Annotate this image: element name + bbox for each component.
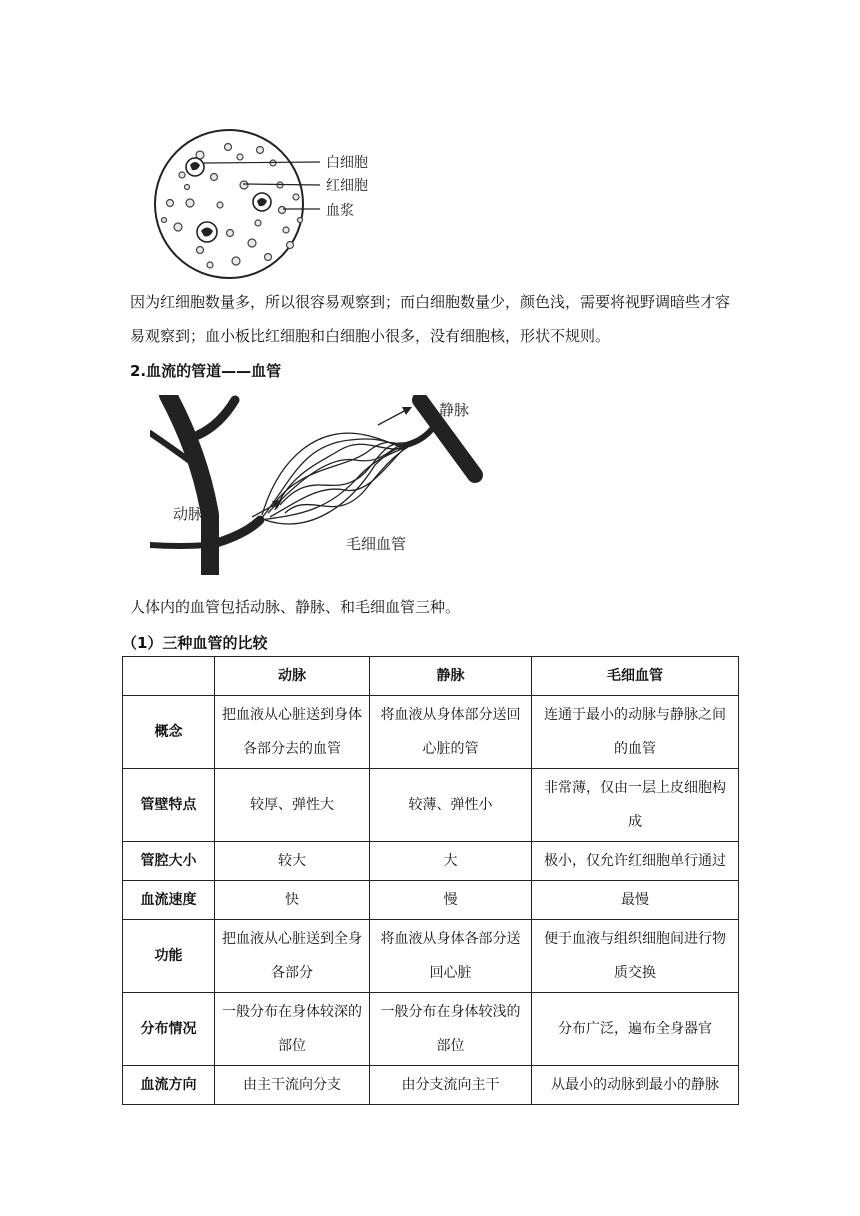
- row-header-cell: 功能: [123, 920, 215, 993]
- label-capillary: 毛细血管: [346, 535, 407, 553]
- table-cell: 分布广泛，遍布全身器官: [532, 993, 739, 1066]
- vessel-comparison-table: [122, 656, 739, 1105]
- table-row: [123, 920, 739, 993]
- table-cell: 一般分布在身体较深的部位: [215, 993, 370, 1066]
- table-cell: 快: [215, 881, 370, 920]
- table-cell: 慢: [370, 881, 532, 920]
- table-cell: 较厚、弹性大: [215, 769, 370, 842]
- table-header-row: [123, 657, 739, 696]
- microscope-field-circle: [155, 130, 303, 278]
- table-row: [123, 696, 739, 769]
- row-header-cell: 管腔大小: [123, 842, 215, 881]
- table-cell: 非常薄，仅由一层上皮细胞构成: [532, 769, 739, 842]
- label-vein: 静脉: [439, 401, 470, 419]
- label-white-blood-cell: 白细胞: [326, 155, 368, 171]
- table-cell: 便于血液与组织细胞间进行物质交换: [532, 920, 739, 993]
- table-cell: 将血液从身体各部分送回心脏: [370, 920, 532, 993]
- label-red-blood-cell: 红细胞: [326, 178, 368, 194]
- table-header-cell: 毛细血管: [532, 657, 739, 696]
- blood-vessel-figure: [150, 395, 490, 575]
- row-header-cell: 血流速度: [123, 881, 215, 920]
- table-cell: 将血液从身体部分送回心脏的管: [370, 696, 532, 769]
- table-cell: 连通于最小的动脉与静脉之间的血管: [532, 696, 739, 769]
- table-row: [123, 881, 739, 920]
- table-cell: 较薄、弹性小: [370, 769, 532, 842]
- table-cell: 极小，仅允许红细胞单行通过: [532, 842, 739, 881]
- table-cell: 最慢: [532, 881, 739, 920]
- blood-smear-figure: [140, 125, 400, 285]
- table-cell: 大: [370, 842, 532, 881]
- artery-vessel: [150, 395, 260, 575]
- section-heading-blood-vessels: 2.血流的管道——血管: [130, 362, 282, 380]
- table-cell: 把血液从心脏送到全身各部分: [215, 920, 370, 993]
- row-header-cell: 分布情况: [123, 993, 215, 1066]
- table-cell: 较大: [215, 842, 370, 881]
- table-row: [123, 842, 739, 881]
- label-artery: 动脉: [173, 505, 204, 523]
- table-header-cell: [123, 657, 215, 696]
- table-cell: 从最小的动脉到最小的静脉: [532, 1066, 739, 1105]
- table-header-cell: 动脉: [215, 657, 370, 696]
- row-header-cell: 血流方向: [123, 1066, 215, 1105]
- table-cell: 由主干流向分支: [215, 1066, 370, 1105]
- paragraph-blood-cells: 因为红细胞数量多，所以很容易观察到；而白细胞数量少，颜色浅，需要将视野调暗些才容易观察到；血小板比红细胞和白细胞小很多，没有细胞核，形状不规则。: [130, 293, 731, 345]
- label-plasma: 血浆: [326, 203, 354, 219]
- table-cell: 把血液从心脏送到身体各部分去的血管: [215, 696, 370, 769]
- row-header-cell: 概念: [123, 696, 215, 769]
- capillary-network: [260, 433, 410, 524]
- table-cell: 由分支流向主干: [370, 1066, 532, 1105]
- row-header-cell: 管壁特点: [123, 769, 215, 842]
- table-header-cell: 静脉: [370, 657, 532, 696]
- subheading-comparison: （1）三种血管的比较: [122, 634, 268, 652]
- paragraph-vessel-types: 人体内的血管包括动脉、静脉、和毛细血管三种。: [130, 598, 461, 616]
- table-row: [123, 1066, 739, 1105]
- table-cell: 一般分布在身体较浅的部位: [370, 993, 532, 1066]
- table-row: [123, 993, 739, 1066]
- table-row: [123, 769, 739, 842]
